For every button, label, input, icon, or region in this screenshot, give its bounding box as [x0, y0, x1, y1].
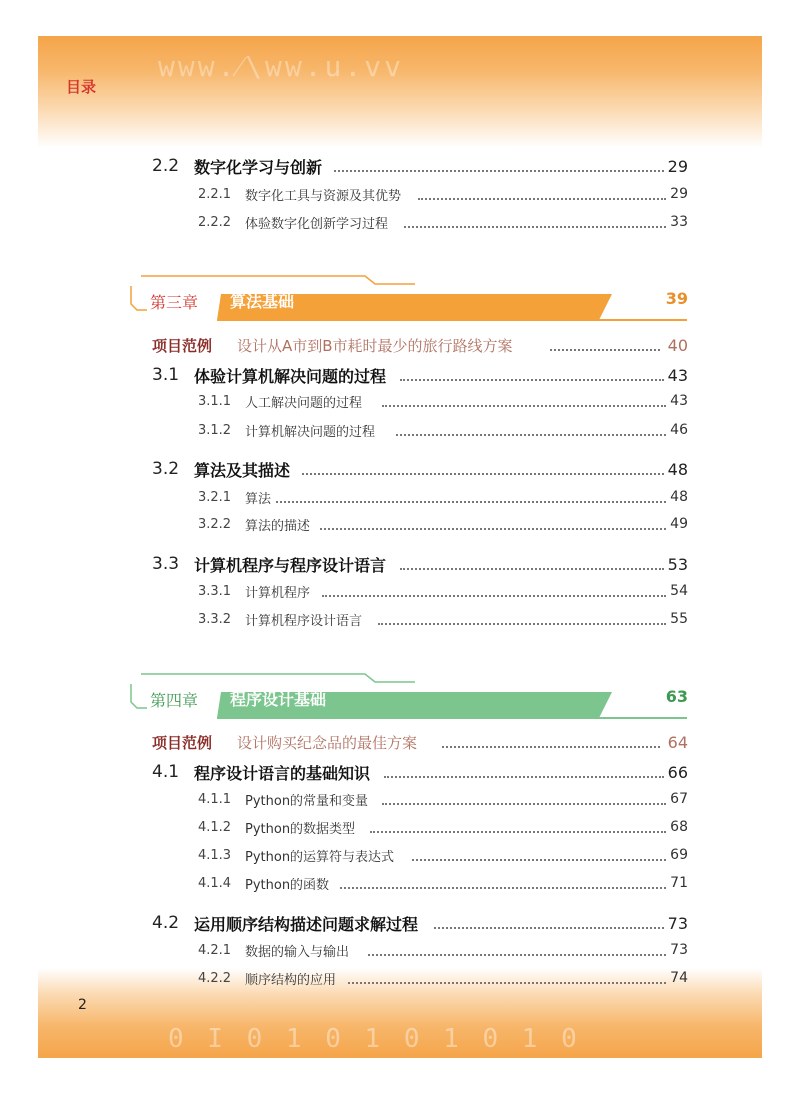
toc-subsection-4-1-2[interactable] [0, 815, 800, 839]
dot-leader [322, 585, 666, 597]
page-ref: 68 [670, 819, 688, 835]
chapter-name: 程序设计基础 [230, 690, 327, 709]
chapter-label: 第三章 [150, 293, 199, 312]
chapter-banner-frame [125, 274, 700, 324]
page-ref: 64 [667, 732, 688, 752]
subsection-number: 3.3.2 [198, 611, 232, 627]
subsection-title: Python的函数 [245, 877, 330, 893]
page-title: 目录 [66, 78, 97, 96]
subsection-title: 数字化工具与资源及其优势 [245, 188, 402, 204]
dot-leader [378, 613, 666, 625]
toc-subsection-3-2-2[interactable] [0, 512, 800, 536]
subsection-title: 体验数字化创新学习过程 [245, 216, 389, 232]
section-title: 计算机程序与程序设计语言 [194, 555, 387, 575]
project-label: 项目范例 [152, 336, 213, 355]
dot-leader [340, 877, 666, 889]
page-ref: 54 [670, 583, 688, 599]
section-title: 体验计算机解决问题的过程 [194, 366, 387, 386]
page-ref: 48 [667, 459, 688, 479]
subsection-title: Python的常量和变量 [245, 793, 369, 809]
dot-leader [382, 793, 666, 805]
subsection-number: 3.3.1 [198, 583, 232, 599]
subsection-title: 顺序结构的应用 [245, 972, 337, 988]
subsection-title: Python的数据类型 [245, 821, 356, 837]
toc-subsection-3-1-2[interactable] [0, 418, 800, 442]
dot-leader [442, 736, 660, 748]
toc-subsection-4-2-2[interactable] [0, 966, 800, 990]
page-ref: 29 [667, 156, 688, 176]
dot-leader [434, 917, 664, 929]
subsection-title: 计算机解决问题的过程 [245, 424, 376, 440]
dot-leader [400, 369, 664, 381]
toc-subsection-4-2-1[interactable] [0, 938, 800, 962]
dot-leader [404, 216, 666, 228]
section-number: 3.3 [152, 554, 180, 574]
subsection-number: 3.1.2 [198, 422, 232, 438]
dot-leader [320, 518, 666, 530]
page-ref: 73 [667, 913, 688, 933]
page-ref: 46 [670, 422, 688, 438]
subsection-number: 4.2.1 [198, 942, 232, 958]
subsection-number: 4.1.2 [198, 819, 232, 835]
toc-subsection-4-1-4[interactable] [0, 871, 800, 895]
page-ref: 33 [670, 214, 688, 230]
page-ref: 74 [670, 970, 688, 986]
section-number: 3.1 [152, 365, 180, 385]
chapter-4-banner[interactable] [125, 672, 700, 722]
section-title: 算法及其描述 [194, 460, 291, 480]
subsection-number: 4.2.2 [198, 970, 232, 986]
subsection-title: 数据的输入与输出 [245, 944, 350, 960]
subsection-number: 3.1.1 [198, 393, 232, 409]
page-ref: 55 [670, 611, 688, 627]
subsection-number: 4.1.3 [198, 847, 232, 863]
project-title: 设计购买纪念品的最佳方案 [237, 733, 418, 752]
section-title: 运用顺序结构描述问题求解过程 [194, 914, 419, 934]
header-band [38, 36, 762, 148]
page-ref: 67 [670, 791, 688, 807]
chapter-name: 算法基础 [230, 292, 295, 311]
toc-subsection-3-3-1[interactable] [0, 579, 800, 603]
toc-subsection-4-1-3[interactable] [0, 843, 800, 867]
project-label: 项目范例 [152, 733, 213, 752]
dot-leader [302, 463, 664, 475]
toc-subsection-4-1-1[interactable] [0, 787, 800, 811]
chapter-banner-frame [125, 672, 700, 722]
toc-project-3[interactable] [0, 333, 800, 357]
subsection-number: 3.2.1 [198, 489, 232, 505]
page-number: 2 [78, 997, 87, 1013]
section-number: 2.2 [152, 156, 180, 176]
page-ref: 66 [667, 762, 688, 782]
dot-leader [382, 395, 666, 407]
dot-leader [276, 491, 666, 503]
section-title: 程序设计语言的基础知识 [194, 763, 371, 783]
toc-subsection-2-2-2[interactable] [0, 210, 800, 234]
project-title: 设计从A市到B市耗时最少的旅行路线方案 [237, 336, 513, 355]
page-ref: 49 [670, 516, 688, 532]
footer-pattern: 0 I 0 1 0 1 0 1 0 1 0 [168, 1024, 581, 1054]
toc-subsection-3-1-1[interactable] [0, 389, 800, 413]
dot-leader [384, 766, 664, 778]
page-ref: 71 [670, 875, 688, 891]
toc-subsection-2-2-1[interactable] [0, 182, 800, 206]
page-ref: 40 [667, 335, 688, 355]
toc-section-2-2[interactable] [0, 154, 800, 178]
chapter-page: 39 [665, 289, 688, 308]
chapter-3-banner[interactable] [125, 274, 700, 324]
page-ref: 69 [670, 847, 688, 863]
toc-project-4[interactable] [0, 730, 800, 754]
page-ref: 43 [667, 365, 688, 385]
page-ref: 48 [670, 489, 688, 505]
header-pattern: www.⁄\ww.u.vv [158, 50, 404, 83]
section-number: 4.2 [152, 913, 180, 933]
subsection-title: 算法的描述 [245, 518, 311, 534]
page-ref: 73 [670, 942, 688, 958]
toc-section-4-2[interactable] [0, 911, 800, 935]
chapter-label: 第四章 [150, 691, 199, 710]
section-number: 4.1 [152, 762, 180, 782]
toc-section-3-3[interactable] [0, 552, 800, 576]
subsection-number: 4.1.4 [198, 875, 232, 891]
toc-section-3-1[interactable] [0, 363, 800, 387]
subsection-number: 4.1.1 [198, 791, 232, 807]
chapter-page: 63 [665, 687, 688, 706]
dot-leader [368, 944, 666, 956]
subsection-number: 3.2.2 [198, 516, 232, 532]
subsection-number: 2.2.1 [198, 186, 232, 202]
subsection-title: 算法 [245, 491, 272, 507]
subsection-title: 计算机程序设计语言 [245, 613, 363, 629]
toc-subsection-3-3-2[interactable] [0, 607, 800, 631]
page-ref: 53 [667, 554, 688, 574]
dot-leader [418, 188, 666, 200]
subsection-title: 人工解决问题的过程 [245, 395, 363, 411]
subsection-number: 2.2.2 [198, 214, 232, 230]
dot-leader [412, 849, 666, 861]
section-number: 3.2 [152, 459, 180, 479]
dot-leader [370, 821, 666, 833]
section-title: 数字化学习与创新 [194, 157, 323, 177]
dot-leader [334, 160, 664, 172]
dot-leader [396, 424, 666, 436]
dot-leader [550, 339, 660, 351]
subsection-title: Python的运算符与表达式 [245, 849, 395, 865]
dot-leader [348, 972, 666, 984]
subsection-title: 计算机程序 [245, 585, 311, 601]
toc-subsection-3-2-1[interactable] [0, 485, 800, 509]
page-ref: 43 [670, 393, 688, 409]
page-ref: 29 [670, 186, 688, 202]
toc-section-3-2[interactable] [0, 457, 800, 481]
dot-leader [400, 558, 664, 570]
toc-section-4-1[interactable] [0, 760, 800, 784]
